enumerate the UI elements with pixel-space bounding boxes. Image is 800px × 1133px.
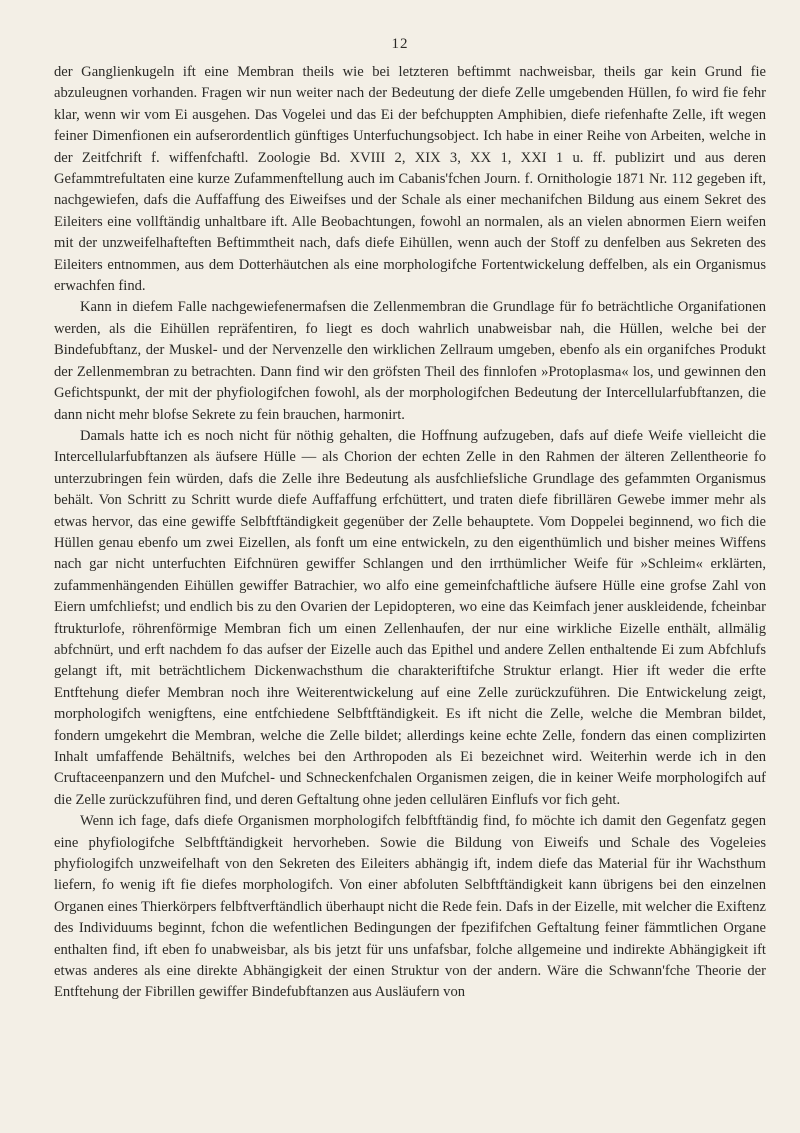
paragraph: der Ganglienkugeln ift eine Membran theils wie bei letzteren beftimmt nachweisbar, theils gar kein Grund fie abzuleugnen vorhanden. Fragen wir nun weiter nach der Bedeutung der diefe Zelle umgebenden Hüllen, fo wird fie fehr klar, wenn wir vom Ei ausgehen. Das Vogelei und das Ei der befchuppten Amphibien, diefe riefenhafte Zelle, ift wegen feiner Dimenfionen ein aufserordentlich günftiges Unterfuchungsobject. Ich habe in einer Reihe von Arbeiten, welche in der Zeitfchrift f. wiffenfchaftl. Zoologie Bd. XVIII 2, XIX 3, XX 1, XXI 1 u. ff. publizirt und aus deren Gefammtrefultaten eine kurze Zufammenftellung auch im Cabanis'fchen Journ. f. Ornithologie 1871 Nr. 112 gegeben ift, nachgewiefen, dafs die Auffaffung des Eiweifses und der Schale als einer mechanifchen Bildung aus einem Sekret des Eileiters eine vollftändig unhaltbare ift. Alle Beobachtungen, fowohl an normalen, als an vielen abnormen Eiern weifen mit der unzweifelhafteften Beftimmtheit nach, dafs diefe Eihüllen, wenn auch der Stoff zu denfelben aus Sekreten des Eileiters entnommen, aus dem Dotterhäutchen als eine morphologifche Fortentwickelung deffelben, als ein Organismus erwachfen find. bbox=[54, 64, 766, 295]
paragraph: Wenn ich fage, dafs diefe Organismen morphologifch felbftftändig find, fo möchte ich damit den Gegenfatz gegen eine phyfiologifche Selbftftändigkeit hervorheben. Sowie die Bildung von Eiweifs und Schale des Vogeleies phyfiologifch unzweifelhaft von den Sekreten des Eileiters abhängig ift, indem diefe das Material für ihr Wachsthum liefern, fo wenig ift fie diefes morphologifch. Von einer abfoluten Selbftftändigkeit kann übrigens bei den einzelnen Organen eines Thierkörpers felbftverftändlich überhaupt nicht die Rede fein. Dafs in der Eizelle, mit welcher die Exiftenz des Individuums beginnt, fchon die wefentlichen Bedingungen der fpezififchen Geftaltung feiner fämmtlichen Organe enthalten find, ift eben fo unabweisbar, als bis jetzt für uns unfafsbar, folche allgemeine und indirekte Abhängigkeit ift etwas anderes als eine direkte Abhängigkeit der einen Struktur von der andern. Wäre die Schwann'fche Theorie der Entftehung der Fibrillen gewiffer Bindefubftanzen aus Ausläufern von bbox=[54, 813, 766, 1001]
page-number: 12 bbox=[391, 36, 409, 52]
paragraph: Kann in diefem Falle nachgewiefenermafsen die Zellenmembran die Grundlage für fo beträchtliche Organifationen werden, als die Eihüllen repräfentiren, fo liegt es doch wahrlich unabweisbar nah, die Hüllen, welche bei der Bindefubftanz, der Muskel- und der Nervenzelle den wirklichen Zellraum umgeben, ebenfo als ein organifches Produkt der Zellenmembran zu betrachten. Dann find wir den gröfsten Theil des finnlofen »Protoplasma« los, und gewinnen den Gefichtspunkt, der mit der phyfiologifchen fowohl, als der morphologifchen Bedeutung der Intercellularfubftanzen, die dann nicht mehr blofse Sekrete zu fein brauchen, harmonirt. bbox=[54, 299, 766, 423]
body-text bbox=[54, 62, 766, 1004]
paragraph: Damals hatte ich es noch nicht für nöthig gehalten, die Hoffnung aufzugeben, dafs auf diefe Weife vielleicht die Intercellularfubftanzen als äufsere Hülle — als Chorion der echten Zelle in den Rahmen der älteren Zellentheorie fo unterzubringen fein würden, dafs die Zelle ihre Bedeutung als ausfchliefsliche Grundlage des gefammten Organismus behält. Von Schritt zu Schritt wurde diefe Auffaffung erfchüttert, und traten diefe fibrillären Gewebe immer mehr als etwas hervor, das eine gewiffe Selbftftändigkeit gegenüber der Zelle behauptete. Vom Doppelei beginnend, wo fich die Hüllen genau ebenfo um zwei Eizellen, als fonft um eine entwickeln, zu den eigenthümlich und bisher meines Wiffens nach gar nicht unterfuchten Eifchnüren gewiffer Schlangen und den irrthümlicher Weife für »Schleim« erklärten, zufammenhängenden Eihüllen gewiffer Batrachier, wo alfo eine gemeinfchaftliche äufsere Hülle eine grofse Zahl von Eiern umfchliefst; und endlich bis zu den Ovarien der Lepidopteren, wo eine das Keimfach jener auskleidende, fcheinbar ftrukturlofe, röhrenförmige Membran fich um einen Zellenhaufen, der nur eine wirkliche Eizelle enthält, allmälig abfchnürt, und erft nachdem fo das aufser der Eizelle auch das Epithel und andere Zellen enthaltende Ei zum Abfchlufs gelangt ift, mit beträchtlichem Dickenwachsthum die charakteriftifche Struktur erlangt. Hier ift weder die erfte Entftehung diefer Membran noch ihre Weiterentwickelung auf eine Zelle zurückzuführen. Die Entwickelung zeigt, morphologifch wenigftens, eine entfchiedene Selbftftändigkeit. Es ift nicht die Zelle, welche die Membran bildet, fondern umgekehrt die Membran, welche die Zelle bildet; allerdings keine echte Zelle, fondern das einen complizirten Inhalt umfaffende Behältnifs, welches bei den Arthropoden als Ei bezeichnet wird. Weiterhin werde ich in den Cruftaceenpanzern und den Mufchel- und Schneckenfchalen Organismen zeigen, die in keiner Weife morphologifch auf die Zelle zurückzuführen find, und deren Geftaltung ohne jeden cellulären Einflufs vor fich geht. bbox=[54, 427, 766, 808]
